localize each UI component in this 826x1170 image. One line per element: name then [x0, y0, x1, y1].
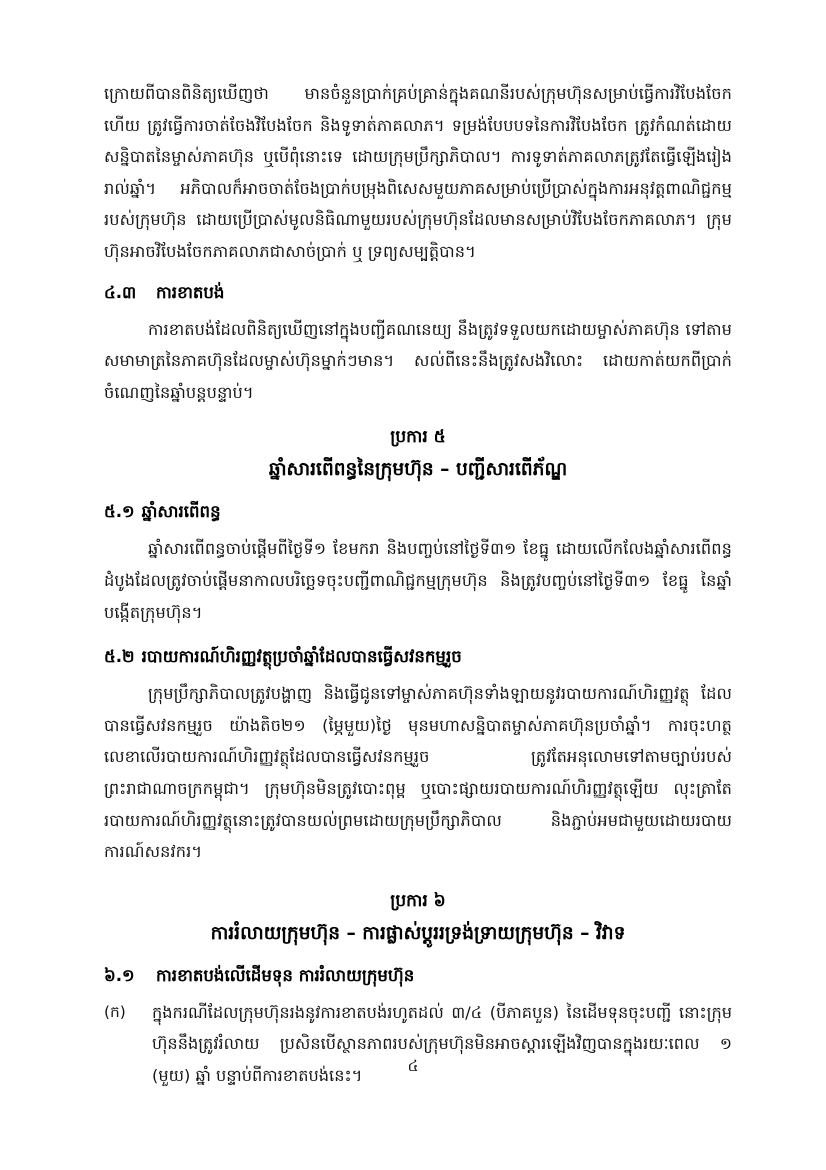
continued-paragraph: ក្រោយពីបានពិនិត្យឃើញថា មានចំនួនប្រាក់គ្រប់គ្រាន់ក្នុងគណនីរបស់ក្រុមហ៊ុនសម្រាប់ធ្វើការវិបែងចែកហើយ ត្រូវធ្វើការចាត់ចែងវិបែងចែក និងទូទាត់ភាគលាភ។ ទម្រង់បែបបទនៃការវិបែងចែក ត្រូវកំណត់ដោយសន្និបាតនៃម្ចាស់ភាគហ៊ុន ឬបើពុំនោះទេ ដោយក្រុមប្រឹក្សាភិបាល។ ការទូទាត់ភាគលាភត្រូវតែធ្វើឡើងរៀងរាល់ឆ្នាំ។ អភិបាលក៏អាចចាត់ចែងប្រាក់បម្រុងពិសេសមួយភាគសម្រាប់ប្រើប្រាស់ក្នុងការអនុវត្តពាណិជ្ជកម្មរបស់ក្រុមហ៊ុន ដោយប្រើប្រាស់មូលនិធិណាមួយរបស់ក្រុមហ៊ុនដែលមានសម្រាប់វិបែងចែកភាគលាភ។ ក្រុមហ៊ុនអាចវិបែងចែកភាគលាភជាសាច់ប្រាក់ ឬ ទ្រព្យសម្បត្តិបាន។ — [104, 84, 732, 261]
subsection-title-5-2: របាយការណ៍ហិរញ្ញវត្ថុប្រចាំឆ្នាំដែលបានធ្វើសវនកម្មរួច — [141, 647, 462, 667]
page-content — [104, 78, 732, 1091]
article-heading-5 — [104, 422, 732, 487]
article-label-5: ប្រការ ៥ — [390, 427, 446, 448]
subsection-heading-5-1 — [104, 497, 732, 527]
spacer — [104, 487, 732, 497]
spacer — [104, 868, 732, 886]
subsection-number-5-1: ៥.១ — [104, 502, 135, 522]
page-number: ៤ — [407, 1057, 419, 1075]
article-title-6: ការរំលាយក្រុមហ៊ុន – ការផ្លាស់ប្ដូររទ្រង់ទ្រាយក្រុមហ៊ុន – វិវាទ — [210, 922, 626, 944]
clause-text-ka: ក្នុងករណីដែលក្រុមហ៊ុនរងនូវការខាតបង់រហូតដល់ ៣/៤ (បីភាគបួន) នៃដើមទុនចុះបញ្ជី នោះក្រុមហ៊ុននឹងត្រូវរំលាយ ប្រសិនបើស្ថានភាពរបស់ក្រុមហ៊ុនមិនអាចស្តារឡើងវិញបានក្នុងរយៈពេល ១ (មួយ) ឆ្នាំ បន្ទាប់ពីការខាតបង់នេះ។ — [152, 1002, 732, 1085]
subsection-number-5-2: ៥.២ — [104, 647, 135, 667]
subsection-title-6-1: ការខាតបង់លើដើមទុន ការរំលាយក្រុមហ៊ុន — [156, 965, 415, 985]
spacer — [104, 408, 732, 422]
subsection-title-5-1: ឆ្នាំសារពើពន្ធ — [141, 502, 221, 522]
clause-marker-ka: (ក) — [104, 1002, 126, 1021]
article-label-6: ប្រការ ៦ — [390, 890, 446, 911]
subsection-title-4-3: ការខាតបង់ — [156, 282, 225, 302]
article-title-5: ឆ្នាំសារពើពន្ធនៃក្រុមហ៊ុន – បញ្ជីសារពើភ័ណ្ឌ — [268, 459, 568, 481]
subsection-paragraph-5-2: ក្រុមប្រឹក្សាភិបាលត្រូវបង្ហាញ និងធ្វើជូនទៅម្ចាស់ភាគហ៊ុនទាំងឡាយនូវរបាយការណ៍ហិរញ្ញវត្ថុ ដែលបានធ្វើសវនកម្មរួច យ៉ាងតិច២១ (ម្ភៃមួយ)ថ្ងៃ មុនមហាសន្និបាតម្ចាស់ភាគហ៊ុនប្រចាំឆ្នាំ។ ការចុះហត្ថលេខាលើរបាយការណ៍ហិរញ្ញវត្ថុដែលបានធ្វើសវនកម្មរួច ត្រូវតែអនុលោមទៅតាមច្បាប់របស់ព្រះរាជាណាចក្រកម្ពុជា។ ក្រុមហ៊ុនមិនត្រូវបោះពុម្ព ឬបោះផ្សាយរបាយការណ៍ហិរញ្ញវត្ថុឡើយ លុះត្រាតែរបាយការណ៍ហិរញ្ញវត្ថុនោះត្រូវបានយល់ព្រមដោយក្រុមប្រឹក្សាភិបាល និងភ្ជាប់អមជាមួយដោយរបាយការណ៍សនវករ។ — [104, 684, 732, 862]
subsection-number-6-1: ៦.១ — [104, 965, 135, 985]
subsection-heading-6-1 — [104, 961, 732, 991]
article-heading-6 — [104, 886, 732, 951]
subsection-paragraph-4-3: ការខាតបង់ដែលពិនិត្យឃើញនៅក្នុងបញ្ជីគណនេយ្យ នឹងត្រូវទទួលយកដោយម្ចាស់ភាគហ៊ុន ទៅតាមសមាមាត្រនៃភាគហ៊ុនដែលម្ចាស់ហ៊ុនម្នាក់ៗមាន។ សល់ពីនេះនឹងត្រូវសងវិលេាះ ដោយកាត់យកពីប្រាក់ចំណេញនៃឆ្នាំបន្តបន្ទាប់។ — [104, 319, 732, 402]
subsection-number-4-3: ៤.៣ — [104, 282, 137, 302]
subsection-heading-5-2 — [104, 642, 732, 672]
subsection-paragraph-5-1: ឆ្នាំសារពើពន្ធចាប់ផ្តើមពីថ្ងៃទី១ ខែមករា និងបញ្ចប់នៅថ្ងៃទី៣១ ខែធ្នូ ដោយលើកលែងឆ្នាំសារពើពន្ធដំបូងដែលត្រូវចាប់ផ្តើមនាកាលបរិច្ឆេទចុះបញ្ជីពាណិជ្ជកម្មក្រុមហ៊ុន និងត្រូវបញ្ចប់នៅថ្ងៃទី៣១ ខែធ្នូ នៃឆ្នាំបង្កើតក្រុមហ៊ុន។ — [104, 539, 732, 622]
spacer — [104, 268, 732, 278]
spacer — [104, 951, 732, 961]
spacer — [104, 628, 732, 642]
subsection-heading-4-3 — [104, 278, 732, 308]
